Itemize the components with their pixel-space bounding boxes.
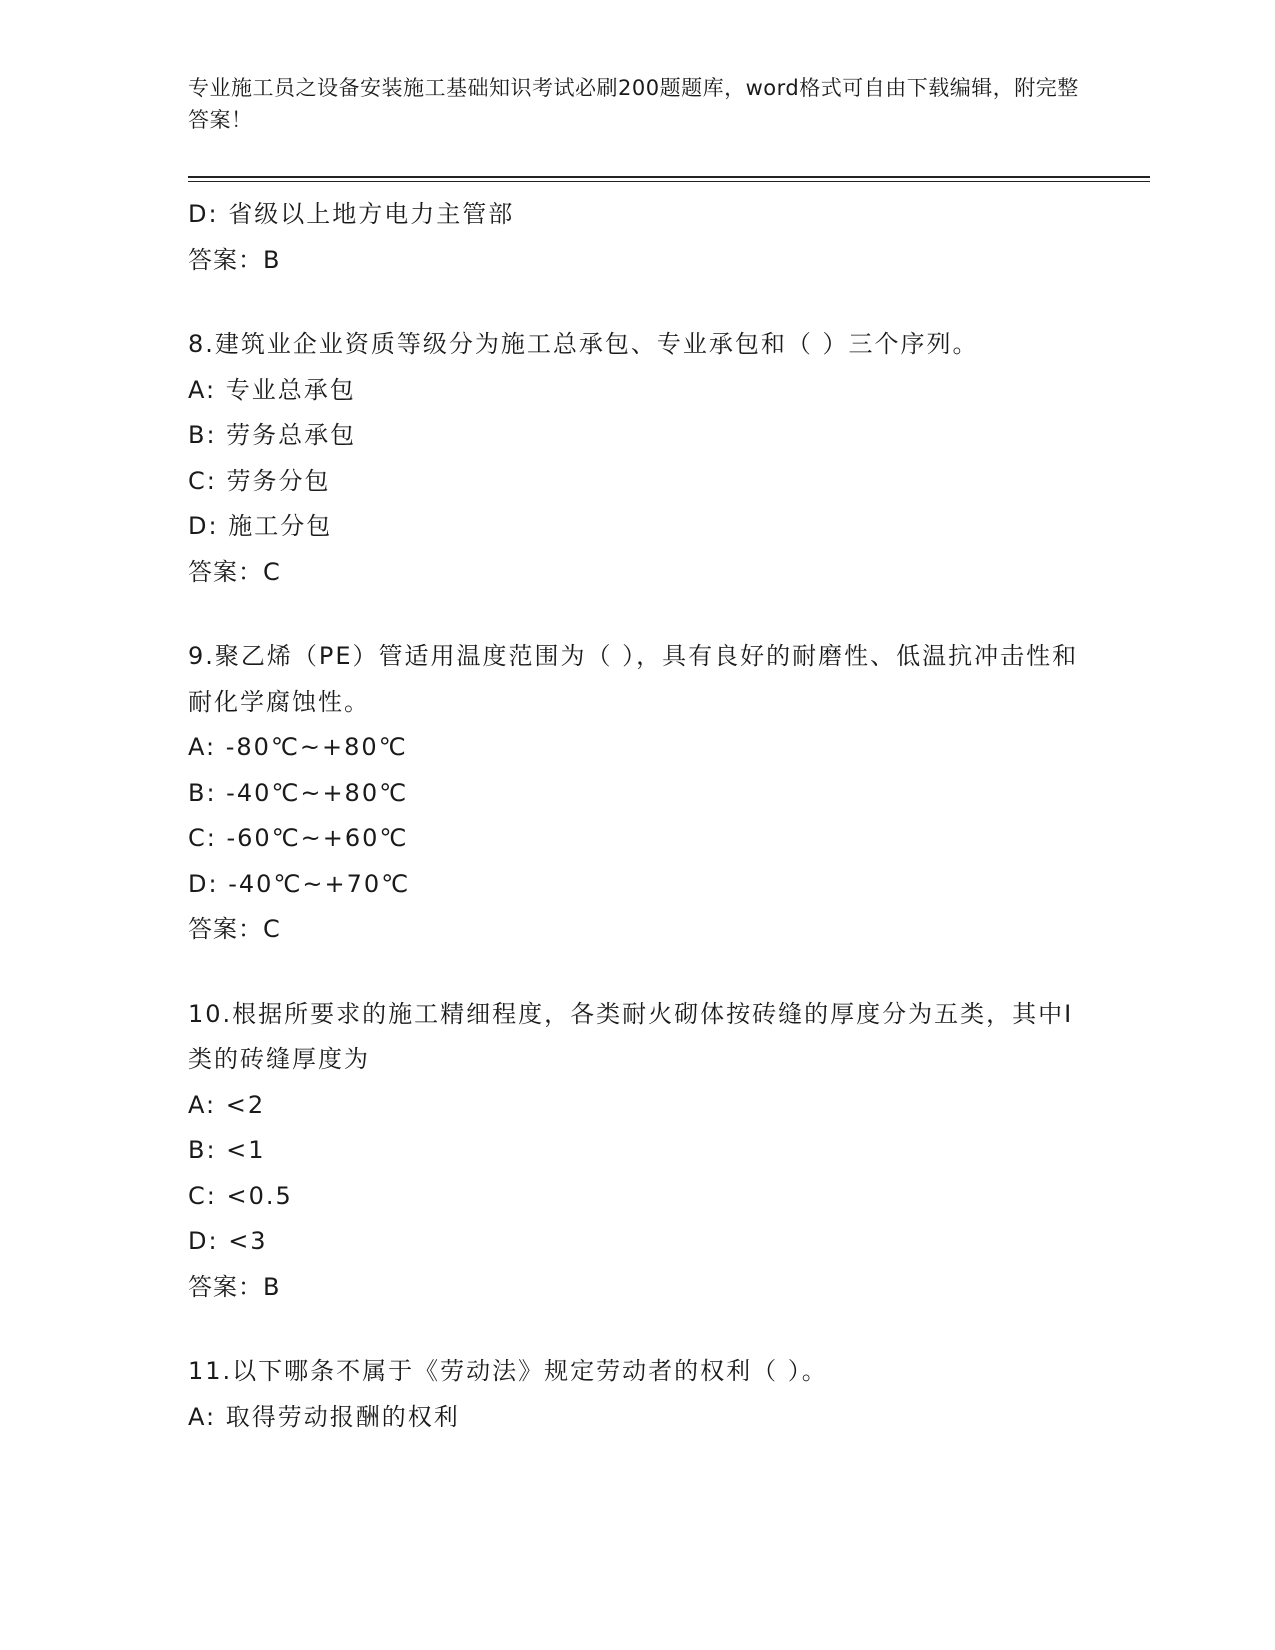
option-b: B: <1 [188,1136,266,1164]
header-divider-thick [188,176,1150,178]
question-list [188,192,1088,1440]
option-a: A: 专业总承包 [188,375,356,404]
option-b: B: 劳务总承包 [188,421,357,449]
document-header [188,72,1088,136]
header-title: 专业施工员之设备安装施工基础知识考试必刷200题题库，word格式可自由下载编辑，附完整答案！ [188,76,1079,132]
option-c: C: 劳务分包 [188,466,331,495]
question-text: 9.聚乙烯（PE）管适用温度范围为（ ），具有良好的耐磨性、低温抗冲击性和耐化学腐蚀性。 [188,642,1079,716]
answer-line: 答案：B [188,1272,281,1301]
header-divider-thin [188,181,1150,182]
answer-line: 答案：B [188,245,281,274]
answer-line: 答案：C [188,915,281,943]
answer-line: 答案：C [188,557,281,586]
option-c: C: <0.5 [188,1181,293,1210]
question-block [188,192,1088,283]
option-d: D: <3 [188,1227,268,1255]
question-block [188,1349,1088,1440]
question-text: 8.建筑业企业资质等级分为施工总承包、专业承包和（ ）三个序列。 [188,330,979,358]
option-c: C: -60℃~+60℃ [188,824,409,852]
question-block [188,634,1088,953]
option-a: A: -80℃~+80℃ [188,733,408,761]
option-d: D: -40℃~+70℃ [188,869,411,898]
option-d: D: 省级以上地方电力主管部 [188,200,515,228]
question-text: 11.以下哪条不属于《劳动法》规定劳动者的权利（ ）。 [188,1357,828,1385]
question-text: 10.根据所要求的施工精细程度，各类耐火砌体按砖缝的厚度分为五类，其中Ⅰ类的砖缝厚度为 [188,999,1074,1073]
option-b: B: -40℃~+80℃ [188,778,409,807]
option-a: A: 取得劳动报酬的权利 [188,1402,460,1431]
option-a: A: <2 [188,1090,266,1119]
option-d: D: 施工分包 [188,512,333,540]
question-block [188,322,1088,595]
question-block [188,992,1088,1311]
